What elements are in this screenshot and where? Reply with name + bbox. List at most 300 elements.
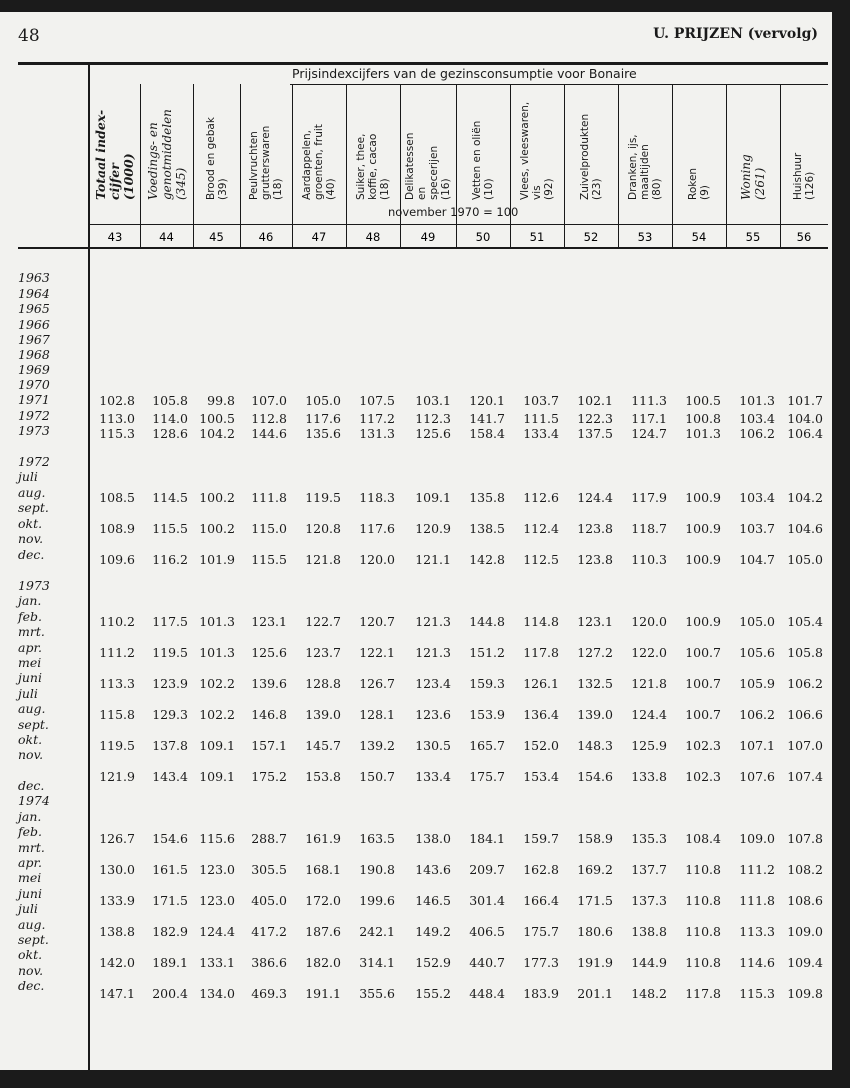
- table-cell: 105.6: [739, 645, 775, 660]
- table-cell: 103.7: [523, 393, 559, 408]
- table-cell: 108.9: [99, 521, 135, 536]
- numbers-rule: [18, 247, 828, 249]
- row-label: mrt.: [18, 624, 45, 639]
- table-cell: 119.5: [152, 645, 188, 660]
- column-header: [248, 126, 284, 200]
- table-cell: 133.4: [415, 769, 451, 784]
- table-cell: 144.8: [469, 614, 505, 629]
- table-cell: 117.2: [359, 411, 395, 426]
- table-cell: 100.5: [685, 393, 721, 408]
- row-label: feb.: [18, 824, 42, 839]
- table-cell: 126.7: [359, 676, 395, 691]
- column-header-line: (92): [543, 178, 555, 200]
- table-cell: 109.4: [787, 955, 823, 970]
- table-cell: 124.4: [199, 924, 235, 939]
- column-header-line: Huishuur: [792, 152, 804, 200]
- table-cell: 150.7: [359, 769, 395, 784]
- column-header-line: (40): [325, 178, 337, 200]
- table-cell: 113.3: [739, 924, 775, 939]
- table-cell: 120.1: [469, 393, 505, 408]
- table-cell: 102.3: [685, 769, 721, 784]
- row-label: dec.: [18, 778, 45, 793]
- column-header-line: (80): [651, 178, 663, 200]
- table-cell: 175.2: [251, 769, 287, 784]
- column-number: 56: [796, 230, 812, 244]
- table-cell: 117.5: [152, 614, 188, 629]
- document-page: [0, 12, 832, 1070]
- table-cell: 121.8: [305, 552, 341, 567]
- table-cell: 128.6: [152, 426, 188, 441]
- column-header-line: Suiker, thee,: [355, 133, 367, 200]
- table-cell: 126.7: [99, 831, 135, 846]
- column-number: 49: [420, 230, 436, 244]
- table-cell: 110.8: [685, 893, 721, 908]
- column-number: 47: [311, 230, 327, 244]
- table-cell: 135.6: [305, 426, 341, 441]
- table-cell: 112.8: [251, 411, 287, 426]
- table-cell: 110.8: [685, 924, 721, 939]
- row-label: nov.: [18, 963, 44, 978]
- table-cell: 106.2: [739, 707, 775, 722]
- table-cell: 142.8: [469, 552, 505, 567]
- row-label: 1967: [18, 332, 50, 347]
- table-cell: 162.8: [523, 862, 559, 877]
- table-cell: 123.6: [415, 707, 451, 722]
- row-label: 1973: [18, 423, 50, 438]
- column-header-line: (261): [753, 167, 767, 200]
- column-header-line: Vetten en oliën: [471, 120, 483, 200]
- table-cell: 115.5: [251, 552, 287, 567]
- column-header-line: (18): [379, 178, 391, 200]
- row-label: okt.: [18, 516, 43, 531]
- table-cell: 171.5: [577, 893, 613, 908]
- column-header-line: maaltijden: [639, 144, 651, 200]
- table-cell: 191.9: [577, 955, 613, 970]
- column-header-line: (345): [173, 167, 188, 200]
- table-cell: 124.7: [631, 426, 667, 441]
- row-label: okt.: [18, 947, 43, 962]
- column-header-line: Voedings- en: [145, 122, 160, 200]
- table-cell: 122.0: [631, 645, 667, 660]
- column-header-line: Peulvruchten: [248, 131, 260, 200]
- column-number: 46: [258, 230, 274, 244]
- table-cell: 121.1: [415, 552, 451, 567]
- base-note: november 1970 = 100: [388, 205, 519, 219]
- table-cell: 111.2: [99, 645, 135, 660]
- table-cell: 448.4: [469, 986, 505, 1001]
- table-cell: 108.5: [99, 490, 135, 505]
- table-cell: 147.1: [99, 986, 135, 1001]
- column-divider: [240, 84, 241, 247]
- row-label: 1968: [18, 347, 50, 362]
- table-cell: 158.9: [577, 831, 613, 846]
- table-cell: 120.8: [305, 521, 341, 536]
- table-cell: 139.0: [305, 707, 341, 722]
- table-cell: 103.1: [415, 393, 451, 408]
- table-cell: 116.2: [152, 552, 188, 567]
- table-cell: 123.1: [577, 614, 613, 629]
- row-label: 1972: [18, 454, 50, 469]
- table-cell: 109.0: [787, 924, 823, 939]
- table-cell: 182.0: [305, 955, 341, 970]
- column-divider: [510, 84, 511, 247]
- column-header-line: Delikatessen: [404, 132, 416, 200]
- column-number: 53: [637, 230, 653, 244]
- table-cell: 417.2: [251, 924, 287, 939]
- table-cell: 107.0: [787, 738, 823, 753]
- table-cell: 177.3: [523, 955, 559, 970]
- column-header-line: (126): [804, 171, 816, 200]
- table-cell: 104.7: [739, 552, 775, 567]
- table-cell: 314.1: [359, 955, 395, 970]
- table-cell: 123.9: [152, 676, 188, 691]
- column-header-line: Dranken, ijs,: [627, 134, 639, 200]
- column-header-line: (1000): [121, 153, 136, 200]
- table-cell: 107.6: [739, 769, 775, 784]
- table-cell: 105.8: [787, 645, 823, 660]
- column-header-line: groenten, fruit: [313, 124, 325, 200]
- table-cell: 146.5: [415, 893, 451, 908]
- table-cell: 117.6: [359, 521, 395, 536]
- column-header-line: (23): [591, 178, 603, 200]
- column-number: 48: [365, 230, 381, 244]
- table-cell: 109.0: [739, 831, 775, 846]
- table-cell: 109.1: [415, 490, 451, 505]
- column-header: [579, 114, 603, 200]
- column-number: 52: [583, 230, 599, 244]
- table-cell: 100.2: [199, 521, 235, 536]
- table-cell: 139.6: [251, 676, 287, 691]
- table-title: Prijsindexcijfers van de gezinsconsumptie voor Bonaire: [292, 66, 637, 81]
- table-cell: 180.6: [577, 924, 613, 939]
- table-cell: 115.3: [99, 426, 135, 441]
- table-cell: 161.5: [152, 862, 188, 877]
- table-cell: 199.6: [359, 893, 395, 908]
- table-cell: 125.6: [251, 645, 287, 660]
- row-label: feb.: [18, 609, 42, 624]
- column-number: 43: [107, 230, 123, 244]
- row-label: 1971: [18, 392, 50, 407]
- table-cell: 187.6: [305, 924, 341, 939]
- column-header-line: (10): [483, 178, 495, 200]
- table-cell: 159.7: [523, 831, 559, 846]
- row-label: nov.: [18, 747, 44, 762]
- table-cell: 175.7: [469, 769, 505, 784]
- table-cell: 121.9: [99, 769, 135, 784]
- table-cell: 105.8: [152, 393, 188, 408]
- row-label: juli: [18, 686, 38, 701]
- row-label: 1973: [18, 578, 50, 593]
- table-cell: 105.4: [787, 614, 823, 629]
- table-cell: 149.2: [415, 924, 451, 939]
- table-cell: 111.2: [739, 862, 775, 877]
- table-cell: 153.8: [305, 769, 341, 784]
- table-cell: 168.1: [305, 862, 341, 877]
- table-cell: 301.4: [469, 893, 505, 908]
- table-cell: 111.5: [523, 411, 559, 426]
- table-cell: 137.5: [577, 426, 613, 441]
- row-label: jan.: [18, 809, 42, 824]
- table-cell: 190.8: [359, 862, 395, 877]
- row-label: juli: [18, 901, 38, 916]
- table-cell: 112.4: [523, 521, 559, 536]
- table-cell: 139.2: [359, 738, 395, 753]
- supertitle-rule: [290, 84, 828, 85]
- table-cell: 111.8: [739, 893, 775, 908]
- table-cell: 124.4: [577, 490, 613, 505]
- table-cell: 104.2: [199, 426, 235, 441]
- table-cell: 118.3: [359, 490, 395, 505]
- column-header-line: specerijen: [428, 145, 440, 200]
- table-cell: 130.5: [415, 738, 451, 753]
- table-cell: 115.0: [251, 521, 287, 536]
- table-cell: 155.2: [415, 986, 451, 1001]
- row-label: 1963: [18, 270, 50, 285]
- table-cell: 123.1: [251, 614, 287, 629]
- row-label: dec.: [18, 547, 45, 562]
- row-label: 1972: [18, 408, 50, 423]
- row-label: dec.: [18, 978, 45, 993]
- table-cell: 144.9: [631, 955, 667, 970]
- table-cell: 125.6: [415, 426, 451, 441]
- table-cell: 107.8: [787, 831, 823, 846]
- table-cell: 105.9: [739, 676, 775, 691]
- row-label: sept.: [18, 717, 49, 732]
- top-rule: [18, 62, 828, 65]
- table-cell: 148.2: [631, 986, 667, 1001]
- row-label: 1966: [18, 317, 50, 332]
- table-cell: 141.7: [469, 411, 505, 426]
- table-cell: 110.2: [99, 614, 135, 629]
- table-cell: 111.3: [631, 393, 667, 408]
- column-header-line: Vlees, vleeswaren,: [519, 101, 531, 200]
- table-cell: 102.2: [199, 707, 235, 722]
- table-cell: 182.9: [152, 924, 188, 939]
- table-cell: 120.0: [359, 552, 395, 567]
- table-cell: 112.3: [415, 411, 451, 426]
- table-cell: 126.1: [523, 676, 559, 691]
- table-cell: 122.1: [359, 645, 395, 660]
- table-cell: 100.9: [685, 521, 721, 536]
- column-number: 45: [209, 230, 224, 244]
- row-label: mrt.: [18, 840, 45, 855]
- table-cell: 117.9: [631, 490, 667, 505]
- row-label: sept.: [18, 500, 49, 515]
- table-cell: 133.1: [199, 955, 235, 970]
- table-cell: 134.0: [199, 986, 235, 1001]
- table-cell: 115.3: [739, 986, 775, 1001]
- column-header-line: Woning: [739, 154, 753, 200]
- table-cell: 118.7: [631, 521, 667, 536]
- row-label: aug.: [18, 701, 46, 716]
- page-number: 48: [18, 26, 40, 46]
- table-cell: 105.0: [305, 393, 341, 408]
- column-header-line: cijfer: [107, 163, 122, 200]
- table-cell: 106.2: [787, 676, 823, 691]
- table-cell: 200.4: [152, 986, 188, 1001]
- table-cell: 406.5: [469, 924, 505, 939]
- row-label: 1970: [18, 377, 50, 392]
- table-cell: 143.6: [415, 862, 451, 877]
- table-cell: 114.5: [152, 490, 188, 505]
- column-divider: [193, 84, 194, 247]
- table-cell: 122.3: [577, 411, 613, 426]
- table-cell: 110.8: [685, 862, 721, 877]
- table-cell: 121.3: [415, 614, 451, 629]
- column-number: 50: [475, 230, 491, 244]
- column-divider: [292, 84, 293, 247]
- table-cell: 110.3: [631, 552, 667, 567]
- column-number: 51: [529, 230, 545, 244]
- row-label: aug.: [18, 917, 46, 932]
- table-cell: 144.6: [251, 426, 287, 441]
- table-cell: 184.1: [469, 831, 505, 846]
- table-cell: 153.4: [523, 769, 559, 784]
- table-cell: 99.8: [207, 393, 235, 408]
- page-title: [653, 26, 818, 42]
- table-cell: 133.9: [99, 893, 135, 908]
- row-label: nov.: [18, 531, 44, 546]
- row-label: jan.: [18, 593, 42, 608]
- table-cell: 183.9: [523, 986, 559, 1001]
- column-header: [739, 154, 767, 200]
- table-cell: 105.0: [787, 552, 823, 567]
- table-cell: 103.7: [739, 521, 775, 536]
- table-cell: 104.0: [787, 411, 823, 426]
- table-cell: 117.1: [631, 411, 667, 426]
- table-cell: 107.5: [359, 393, 395, 408]
- column-divider: [726, 84, 727, 247]
- table-cell: 117.8: [685, 986, 721, 1001]
- column-header-line: (9): [699, 185, 711, 200]
- column-header-line: grutterswaren: [260, 125, 272, 200]
- header-rule: [88, 224, 828, 225]
- table-cell: 107.1: [739, 738, 775, 753]
- table-cell: 122.7: [305, 614, 341, 629]
- column-divider: [140, 84, 141, 247]
- table-cell: 109.1: [199, 738, 235, 753]
- table-cell: 128.8: [305, 676, 341, 691]
- table-cell: 159.3: [469, 676, 505, 691]
- table-cell: 101.3: [199, 614, 235, 629]
- table-cell: 101.9: [199, 552, 235, 567]
- table-cell: 201.1: [577, 986, 613, 1001]
- table-cell: 100.5: [199, 411, 235, 426]
- table-cell: 100.9: [685, 552, 721, 567]
- table-cell: 115.8: [99, 707, 135, 722]
- column-divider: [456, 84, 457, 247]
- row-label: mei: [18, 870, 42, 885]
- table-cell: 102.8: [99, 393, 135, 408]
- row-label: mei: [18, 655, 42, 670]
- table-cell: 154.6: [152, 831, 188, 846]
- table-cell: 148.3: [577, 738, 613, 753]
- table-cell: 386.6: [251, 955, 287, 970]
- table-cell: 146.8: [251, 707, 287, 722]
- column-header-line: vis: [531, 185, 543, 200]
- table-cell: 115.5: [152, 521, 188, 536]
- table-cell: 109.1: [199, 769, 235, 784]
- table-cell: 151.2: [469, 645, 505, 660]
- table-cell: 107.4: [787, 769, 823, 784]
- column-header: [471, 121, 495, 200]
- row-label: aug.: [18, 485, 46, 500]
- column-header-line: en: [416, 186, 428, 200]
- column-header: [146, 109, 188, 200]
- row-label: juni: [18, 886, 42, 901]
- table-cell: 143.4: [152, 769, 188, 784]
- table-cell: 100.2: [199, 490, 235, 505]
- table-cell: 138.0: [415, 831, 451, 846]
- row-label: 1965: [18, 301, 50, 316]
- column-divider: [780, 84, 781, 247]
- table-cell: 112.5: [523, 552, 559, 567]
- table-cell: 101.3: [739, 393, 775, 408]
- table-cell: 440.7: [469, 955, 505, 970]
- table-cell: 138.8: [99, 924, 135, 939]
- row-label: 1964: [18, 286, 50, 301]
- table-cell: 209.7: [469, 862, 505, 877]
- table-cell: 101.7: [787, 393, 823, 408]
- table-cell: 111.8: [251, 490, 287, 505]
- table-cell: 157.1: [251, 738, 287, 753]
- table-cell: 163.5: [359, 831, 395, 846]
- table-cell: 138.5: [469, 521, 505, 536]
- column-header-line: (16): [440, 178, 452, 200]
- table-cell: 130.0: [99, 862, 135, 877]
- table-cell: 129.3: [152, 707, 188, 722]
- table-cell: 172.0: [305, 893, 341, 908]
- column-header: [627, 134, 663, 200]
- table-cell: 112.6: [523, 490, 559, 505]
- table-cell: 115.6: [199, 831, 235, 846]
- table-cell: 103.4: [739, 490, 775, 505]
- table-cell: 106.4: [787, 426, 823, 441]
- column-number: 44: [159, 230, 174, 244]
- row-label: 1969: [18, 362, 50, 377]
- table-cell: 100.7: [685, 645, 721, 660]
- table-cell: 119.5: [99, 738, 135, 753]
- column-number: 55: [745, 230, 761, 244]
- column-header: [355, 134, 391, 200]
- row-label: juli: [18, 469, 38, 484]
- column-header: [519, 102, 555, 200]
- column-divider: [672, 84, 673, 247]
- table-cell: 153.9: [469, 707, 505, 722]
- column-header: [404, 133, 452, 200]
- column-header-line: Zuivelprodukten: [579, 113, 591, 200]
- table-cell: 117.6: [305, 411, 341, 426]
- table-cell: 405.0: [251, 893, 287, 908]
- table-cell: 469.3: [251, 986, 287, 1001]
- table-cell: 103.4: [739, 411, 775, 426]
- table-cell: 100.9: [685, 490, 721, 505]
- table-cell: 109.8: [787, 986, 823, 1001]
- table-cell: 123.8: [577, 552, 613, 567]
- table-cell: 127.2: [577, 645, 613, 660]
- table-cell: 133.8: [631, 769, 667, 784]
- table-cell: 191.1: [305, 986, 341, 1001]
- table-cell: 114.0: [152, 411, 188, 426]
- table-cell: 158.4: [469, 426, 505, 441]
- table-cell: 154.6: [577, 769, 613, 784]
- table-cell: 123.0: [199, 862, 235, 877]
- row-label: sept.: [18, 932, 49, 947]
- table-cell: 166.4: [523, 893, 559, 908]
- column-header: [94, 110, 136, 200]
- row-label: apr.: [18, 855, 43, 870]
- table-cell: 108.2: [787, 862, 823, 877]
